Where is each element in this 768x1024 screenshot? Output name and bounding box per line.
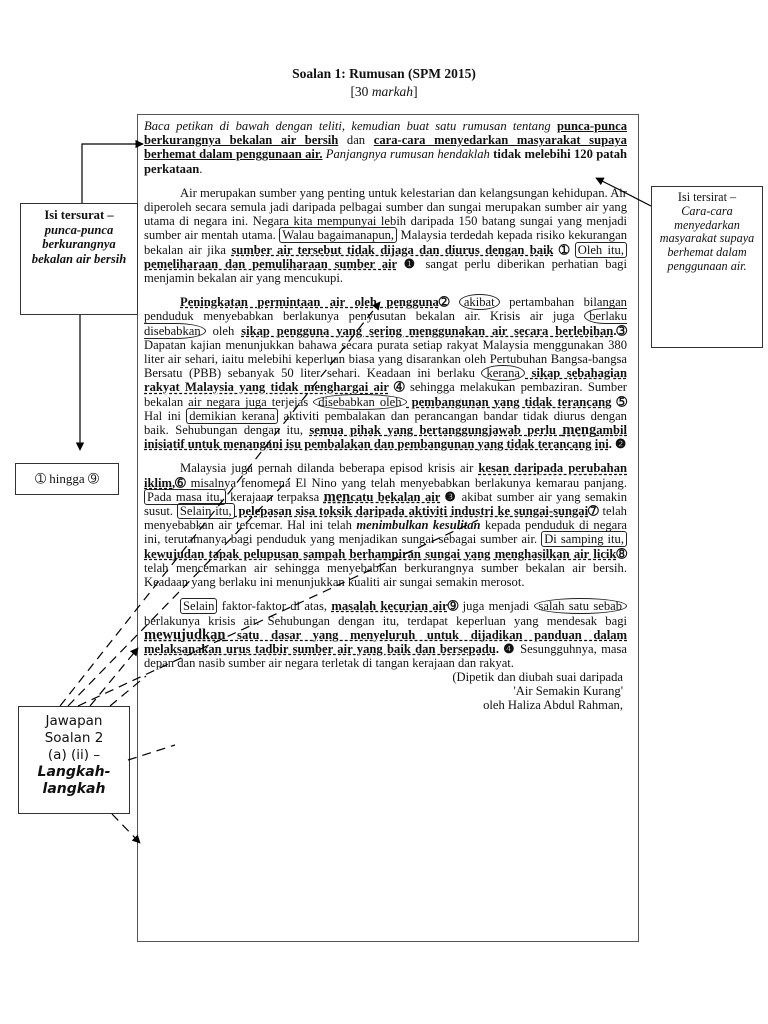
connector-oval: kerana bbox=[481, 365, 525, 381]
key-point: Peningkatan permintaan air oleh pengguna bbox=[180, 295, 439, 310]
key-point: satu dasar yang menyeluruh untuk dijadikan panduan dalam melaksanakan urus tadbir sumber air yang baik dan bersepadu bbox=[144, 627, 627, 656]
connector-oval: disebabkan oleh bbox=[313, 394, 406, 410]
dashed-arrow-7 bbox=[112, 814, 140, 843]
key-point: sikap sebahagian rakyat Malaysia yang tidak menghargai air bbox=[144, 366, 627, 395]
connector-oval: akibat bbox=[459, 294, 500, 310]
key-point: pemeliharaan dan pemuliharaan sumber air bbox=[144, 256, 397, 271]
key-point: pembangunan yang tidak terancang bbox=[406, 394, 612, 409]
passage-box bbox=[137, 114, 639, 942]
key-point: sikap pengguna yang sering menggunakan air secara berlebihan bbox=[241, 323, 614, 338]
paragraph-3: Malaysia juga pernah dilanda beberapa episod krisis air kesan daripada perubahan iklim,➅ misalnya fenomena El Nino yang telah menyebabkan berlakunya kemarau panjang. Pada masa itu, kerajaan terpaksa mencatu bekalan air ❸ akibat sumber air yang semakin susut. Selain itu, pelepasan sisa toksik daripada aktiviti industri ke sungai-sungai➆ telah menyebabkan air tercemar. Hal ini telah menimbulkan kesulitan kepada penduduk di negara ini, terutamanya bagi penduduk yang menjadikan sungai sebagai sumber air. Di samping itu, kewujudan tapak pelupusan sampah berhampiran sungai yang menghasilkan air licik➇ telah mencemarkan air sehingga menyebabkan berkurangnya sumber bekalan air bersih. Keadaan yang berlaku ini menunjukkan kualiti air sungai semakin merosot. bbox=[144, 461, 627, 590]
key-point: sumber air tersebut tidak dijaga dan diurus dengan baik bbox=[231, 242, 554, 257]
paragraph-4: Selain faktor-faktor di atas, masalah kecurian air➈ juga menjadi salah satu sebab berlakunya krisis air. Sehubungan dengan itu, terdapat keperluan yang mendesak bagi mewujudkan satu dasar yang menyeluruh untuk dijadikan panduan dalam melaksanakan urus tadbir sumber air yang baik dan bersepadu. ❹ Sesungguhnya, masa depan dan nasib sumber air negara terletak di tangan kerajaan dan rakyat. bbox=[144, 599, 627, 671]
point-range-label: ➀ hingga ➈ bbox=[15, 463, 119, 495]
dashed-arrow-4 bbox=[90, 648, 138, 706]
connector-box: Pada masa itu, bbox=[144, 489, 226, 505]
page-title: Soalan 1: Rumusan (SPM 2015) bbox=[292, 66, 476, 81]
source-citation: (Dipetik dan diubah suai daripada 'Air Semakin Kurang' oleh Haliza Abdul Rahman, bbox=[452, 670, 623, 713]
key-point: semua pihak yang bertanggungjawab perlu bbox=[309, 423, 563, 438]
marks-label: [30 markah] bbox=[350, 84, 418, 99]
connector-box: Walau bagaimanapun, bbox=[279, 227, 397, 243]
connector-box: Oleh itu, bbox=[575, 242, 627, 258]
answer-label: Jawapan Soalan 2 (a) (ii) – Langkah-langkah bbox=[18, 706, 130, 814]
key-point: masalah kecurian air bbox=[331, 599, 448, 614]
key-point: catu bekalan air bbox=[350, 489, 441, 504]
connector-box: Selain itu, bbox=[177, 503, 235, 519]
connector-box: Selain bbox=[180, 598, 217, 614]
instructions: Baca petikan di bawah dengan teliti, kemudian buat satu rumusan tentang punca-punca berkurangnya bekalan air bersih dan cara-cara menyedarkan masyarakat supaya berhemat dalam penggunaan air. Panjangnya rumusan hendaklah tidak melebihi 120 patah perkataan. bbox=[144, 119, 627, 176]
key-point: kewujudan tapak pelupusan sampah berhampiran sungai yang menghasilkan air licik bbox=[144, 546, 617, 561]
implicit-content-label: Isi tersirat – Cara-cara menyedarkan masyarakat supaya berhemat dalam penggunaan air. bbox=[651, 186, 763, 348]
connector-oval: salah satu sebab bbox=[534, 598, 627, 614]
connector-box: Di samping itu, bbox=[541, 531, 627, 547]
key-point: kesan daripada perubahan iklim bbox=[144, 461, 627, 490]
key-point: pelepasan sisa toksik daripada aktiviti industri ke sungai-sungai bbox=[234, 504, 589, 519]
connector-oval: berlaku disebabkan bbox=[144, 309, 627, 338]
connector-box: demikian kerana bbox=[186, 408, 278, 424]
explicit-content-label: Isi tersurat – punca-punca berkurangnya bekalan air bersih bbox=[20, 203, 138, 315]
paragraph-1: Air merupakan sumber yang penting untuk kelestarian dan kelangsungan kehidupan. Air diperoleh secara semula jadi daripada pelbagai sumber dan sungai merupakan sumber air yang utama di negara ini. Negara kita mempunyai lebih daripada 150 batang sungai yang menjadi sumber air mentah utama. Walau bagaimanapun, Malaysia terdedah kepada risiko kekurangan bekalan air jika sumber air tersebut tidak dijaga dan diurus dengan baik ➀ Oleh itu, pemeliharaan dan pemuliharaan sumber air ❶ sangat perlu diberikan perhatian bagi menjamin bekalan air yang mencukupi. bbox=[144, 185, 627, 286]
paragraph-2: Peningkatan permintaan air oleh pengguna➁ akibat pertambahan bilangan penduduk menyebabkan berlakunya penyusutan bekalan air. Krisis air juga berlaku disebabkan oleh sikap pengguna yang sering menggunakan air secara berlebihan.➂ Dapatan kajian menunjukkan bahawa secara purata setiap rakyat Malaysia menggunakan 380 liter air sehari, iaitu melebihi keperluan biasa yang disarankan oleh Pertubuhan Bangsa-bangsa Bersatu (PBB) sebanyak 50 liter sehari. Keadaan ini berlaku kerana sikap sebahagian rakyat Malaysia yang tidak menghargai air ➃ sehingga melakukan pembaziran. Sumber bekalan air negara juga terjejas disebabkan oleh pembangunan yang tidak terancang ➄ Hal ini demikian kerana aktiviti pembalakan dan perancangan bandar tidak diurus dengan baik. Sehubungan dengan itu, semua pihak yang bertanggungjawab perlu mengambil inisiatif untuk menangani isu pembalakan dan pembangunan yang tidak terancang ini. ❷ bbox=[144, 295, 628, 452]
arrow-to-passage-top bbox=[82, 144, 143, 203]
